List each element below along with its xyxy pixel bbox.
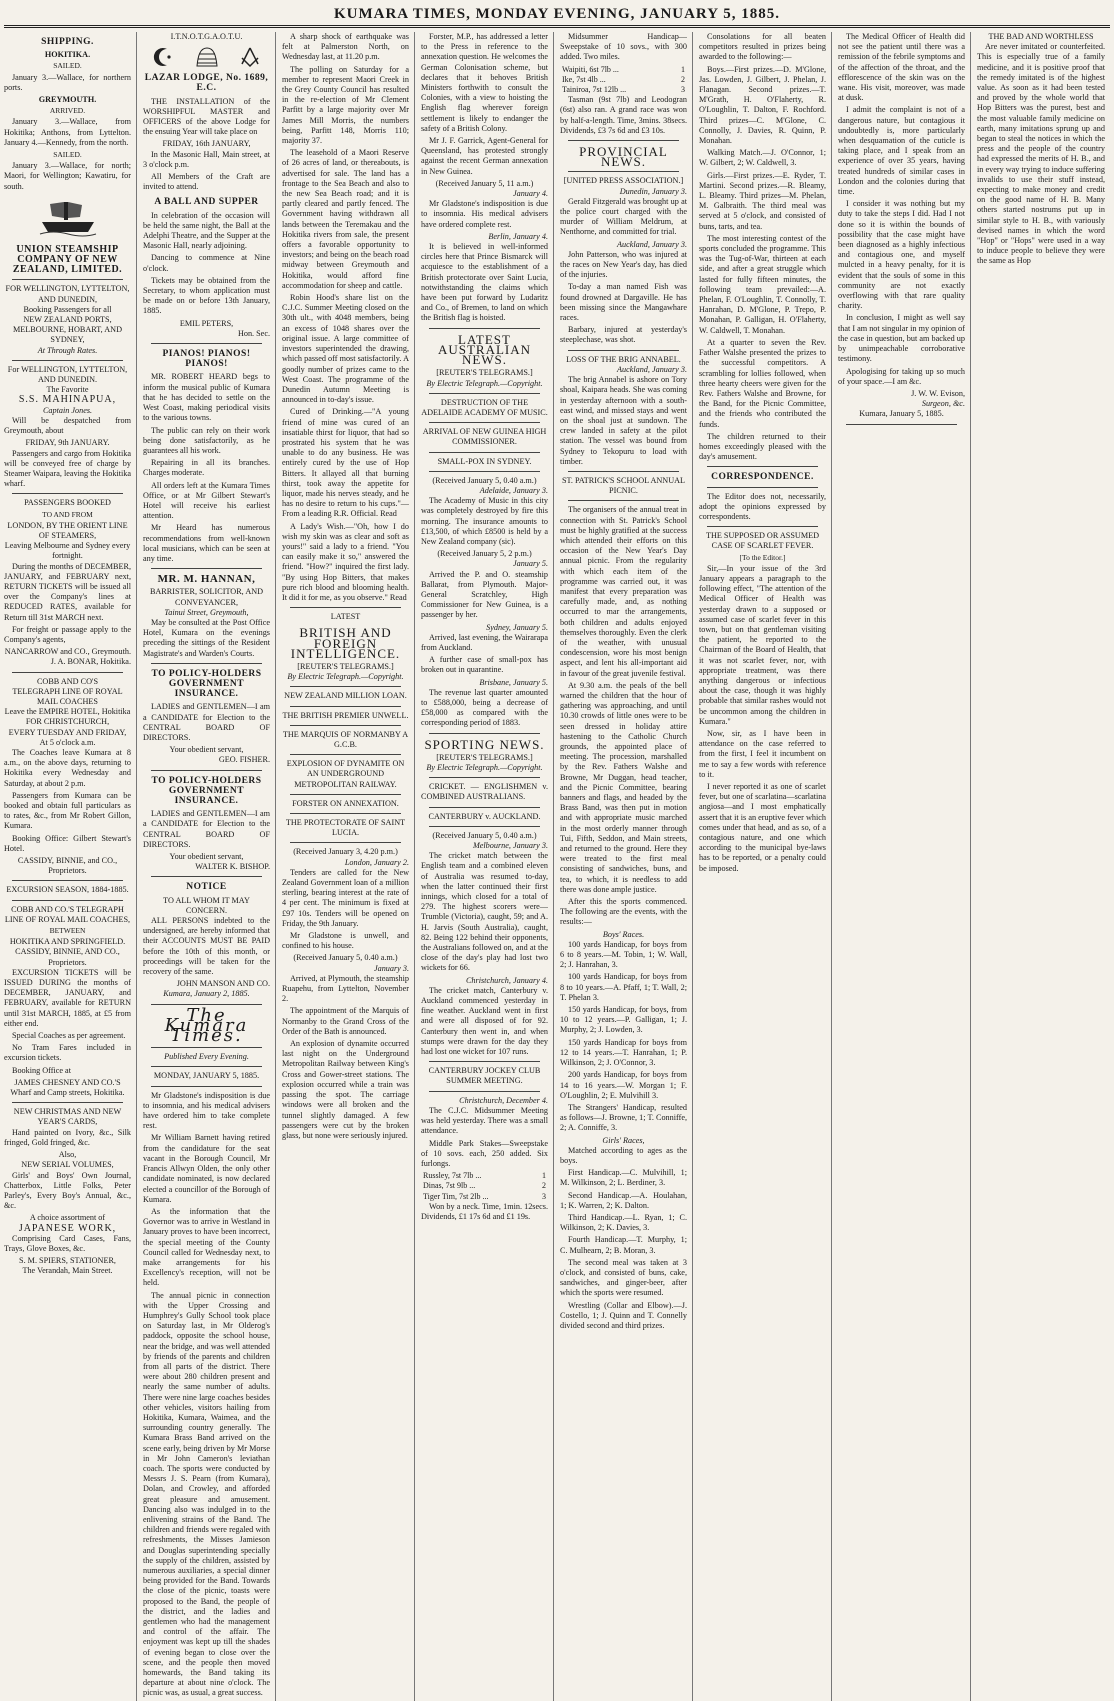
steamship-icon [38, 196, 98, 240]
ball-title: A BALL AND SUPPER [154, 197, 259, 208]
sport-b3: The C.J.C. Midsummer Meeting was held yesterday. There was a small attendance. [421, 1105, 548, 1136]
corr-p7: In conclusion, I might as well say that I am not singular in my opinion of the case in question, but am backed up by unimpeachable corroborative testimony. [838, 313, 965, 364]
masthead: KUMARA TIMES, MONDAY EVENING, JANUARY 5, 1885. [333, 6, 781, 22]
corr-role: Surgeon, &c. [921, 399, 965, 409]
usc-for-1: FOR WELLINGTON, LYTTELTON, AND DUNEDIN, [5, 284, 130, 304]
notice-to: TO ALL WHOM IT MAY CONCERN. [163, 895, 250, 915]
column-7 [838, 32, 971, 1701]
prov-dl3: Auckland, January 3. [616, 364, 687, 374]
shipping-hokitika-line: January 3.—Wallace, for northern ports. [4, 72, 131, 92]
bfi-reuters: [REUTER'S TELEGRAMS.] [297, 661, 394, 671]
pianos-p5: Mr Heard has numerous recommendations from well-known local musicians, which can be seen at any time. [143, 523, 270, 563]
picnic-girls: Girls' Races, [602, 1135, 645, 1145]
table-row [421, 1181, 548, 1191]
column-6 [699, 32, 832, 1701]
aus-dl2: January 5. [512, 559, 548, 569]
picnic-g4: Fourth Handicap.—T. Murphy, 1; C. Mulhearn, 2; B. Moran, 3. [560, 1235, 687, 1255]
table-row [421, 1192, 548, 1202]
aus-by: By Electric Telegraph.—Copyright. [426, 378, 543, 388]
beehive-icon [194, 46, 220, 68]
picnic-r2: 100 yards Handicap, for boys from 8 to 10 years.—A. Pfaff, 1; T. Wall, 2; T. Phelan 3. [560, 972, 687, 1002]
shipping-sailed-label-2: SAILED. [53, 150, 82, 160]
excursion-wharf: Wharf and Camp streets, Hokitika. [10, 1088, 125, 1098]
policy1-sign: GEO. FISHER. [218, 755, 270, 765]
hannan-addr: Tainui Street, Greymouth, [164, 607, 249, 617]
paper-p4: The annual picnic in connection with the Upper Crossing and Humphrey's Gully School took place on Saturday last, in Mr Olderog's paddock, opposite the school house, near the bridge, and was well attended by friends of the parents and children from all parts of the district. There were about 280 children present and nearly the same number of adults. There were nine large coaches besides other vehicles, visitors hailing from Hokitika, Kumara, Waimea, and the surrounding country generally. The Kumara Brass Band arrived on the scene early, being driven by Mr Morse in Mr John Cameron's leviathan coach. The sports were conducted by Messrs J. S. Pearn (from Kumara), Dolan, and Crowley, and afforded great pleasure and amusement. Dancing also was indulged in to the enlivening strains of the Band. The children and friends were regaled with refreshments, the Misses Jamieson and Douglas superintending specially the supply of the children, assisted by numerous auxiliaries, a special dinner being provided for the Band. Towards the close of the picnic, toasts were proposed to the Band, the people of the district, and the ladies and gentlemen who had the management and control of the affair. The enjoyment was kept up till the shades of evening began to close over the scene, and the people then moved homewards, the Band taking its departure at about nine o'clock. The picnic was, as usual, a great success. [143, 1290, 270, 1698]
bfi-h2: THE BRITISH PREMIER UNWELL. [282, 710, 409, 720]
hannan-title: MR. M. HANNAN, [157, 573, 256, 586]
table-row [421, 1171, 548, 1181]
usc-through: At Through Rates. [37, 345, 98, 355]
lodge-title: LAZAR LODGE, No. 1689, E.C. [144, 73, 269, 94]
sport-rec1: (Received January 5, 0.40 a.m.) [432, 830, 537, 840]
cobb-title: COBB AND CO'S [36, 676, 99, 686]
cobb-leave: Leave the EMPIRE HOTEL, Hokitika [4, 707, 131, 717]
sport-h2: CANTERBURY v. AUCKLAND. [428, 811, 541, 821]
cards-list: Girls' and Boys' Own Journal, Chatterbox, Little Folks, Peter Parley's, Every Boy's Annual, &c., &c. [4, 1170, 131, 1211]
cards-comprising: Comprising Card Cases, Fans, Trays, Glove Boxes, &c. [4, 1233, 131, 1253]
corr-date: Kumara, January 5, 1885. [859, 409, 944, 419]
picnic-r5: 200 yards Handicap, for boys from 14 to 16 years.—W. Morgan 1; F. O'Loughlin, 2; E. Mulvihill 3. [560, 1070, 687, 1100]
prov-b3: To-day a man named Fish was found drowned at Dargaville. He has been missing since the Mangawhare races. [560, 282, 687, 323]
aus-b5: The revenue last quarter amounted to £588,000, being a decrease of £58,000 as compared with the corresponding period of 1883. [421, 687, 548, 728]
prov-b1: Gerald Fitzgerald was brought up at the police court charged with the murder of William Meldrum, at Nenthorne, and committed for trial. [560, 196, 687, 237]
cards-title: NEW CHRISTMAS AND NEW YEAR'S CARDS, [13, 1107, 122, 1127]
picnic-g1: First Handicap.—C. Mulvihill, 1; M. Wilkinson, 2; L. Berdiner, 3. [560, 1168, 687, 1188]
prov-title: PROVINCIAL NEWS. [579, 144, 668, 170]
corr-p4: The Medical Officer of Health did not see the patient until there was a remission of the febrile symptoms and of the affection of the throat, and the efflorescence of the skin was on the wane. His visit, moreover, was made at dusk. [838, 32, 965, 103]
policy1-body: LADIES and GENTLEMEN—I am a CANDIDATE for Election to the CENTRAL BOARD OF DIRECTORS. [143, 702, 270, 742]
cobb-sign: CASSIDY, BINNIE, and CO., Proprietors. [17, 856, 118, 876]
cards-body: Hand painted on Ivory, &c., Silk fringed, Gold fringed, &c. [4, 1127, 131, 1147]
sport-dl2: Christchurch, January 4. [465, 975, 548, 985]
cobb-body: The Coaches leave Kumara at 8 a.m., on the above days, returning to Hokitika every Wednesday and Saturday, at about 2 p.m. [4, 747, 131, 788]
paper-p1: Mr Gladstone's indisposition is due to insomnia, and his medical advisers have ordered him to take complete rest. [143, 1090, 270, 1131]
column-2 [143, 32, 276, 1701]
policy2-sign: WALTER K. BISHOP. [195, 862, 270, 872]
excursion-cobb: COBB AND CO.'S TELEGRAPH LINE OF ROYAL MAIL COACHES, [4, 904, 131, 924]
paper-title: The Kumara Times. [164, 1004, 249, 1047]
bfi-rec2: (Received January 5, 0.40 a.m.) [293, 953, 398, 963]
column-4 [421, 32, 554, 1701]
usc-date: FRIDAY, 9th JANUARY. [25, 438, 110, 448]
usc-freight: For freight or passage apply to the Company's agents, [4, 624, 131, 644]
usc-despatch: Will be despatched from Greymouth, about [4, 415, 131, 436]
ball-body: In celebration of the occasion will be held the same night, the Ball at the Adelphi Theatre, and the Supper at the Masonic Hall, nearly adjoining. [143, 210, 270, 251]
aus-dl3: Sydney, January 5. [486, 622, 548, 632]
paper-p8: Robin Hood's share list on the C.J.C. Summer Meeting closed on the 30th ult., with 4048 members, being an excess of 1048 shares over the original issue. A large committee of investors superintended the drawing, which passed off most satisfactorily. A goodly number of prizes came to the West Coast. The programme of the Dunedin Autumn Meeting is announced in to-day's issue. [282, 293, 409, 405]
usc-agent-1: NANCARROW and CO., Greymouth. [4, 647, 131, 657]
bfi-b5: An explosion of dynamite occurred last night on the Underground Metropolitan Railway between King's Cross and Gower-street stations. The explosion occurred while a train was passing the spot. The carriage windows were all broken and the tunnel slightly damaged. A few passengers were cut by the broken glass, but none were seriously injured. [282, 1039, 409, 1140]
ball-dancing: Dancing to commence at Nine o'clock. [143, 253, 270, 273]
usc-agent-2: J. A. BONAR, Hokitika. [50, 657, 131, 667]
picnic-g2: Second Handicap.—A. Houlahan, 1; K. Warren, 2; K. Dalton. [560, 1190, 687, 1210]
corr-h2: THE BAD AND WORTHLESS [988, 32, 1094, 41]
usc-ship: S.S. MAHINAPUA, [18, 394, 117, 406]
excursion-between: BETWEEN [49, 926, 86, 936]
aus-h1: DESTRUCTION OF THE ADELAIDE ACADEMY OF MUSIC. [421, 397, 548, 417]
paper-p6: The polling on Saturday for a member to represent Maori Creek in the Grey County Council has resulted in the re-election of Mr Clement Parfitt by a large majority over Mr James Mill Morris, the numbers being, Parfitt 148, Morris 110; majority 37. [282, 64, 409, 146]
paper-pub: Published Every Evening. [164, 1052, 249, 1062]
policy1-title: TO POLICY-HOLDERS GOVERNMENT INSURANCE. [151, 668, 262, 700]
picnic-r3: 150 yards Handicap, for boys, from 10 to 12 years.—P. Galligan, 1; J. Murphy, 2; J. Lowden, 3. [560, 1005, 687, 1035]
policy2-body: LADIES and GENTLEMEN—I am a CANDIDATE for Election to the CENTRAL BOARD OF DIRECTORS. [143, 809, 270, 849]
corr-p5: I admit the complaint is not of a dangerous nature, but contagious it undoubtedly is, more particularly when desquamation of the cuticle is taking place, and I speak from an experience of over 35 years, having treated hundreds of similar cases in London and the colonies during that time. [838, 105, 965, 197]
prov-h1: LOSS OF THE BRIG ANNABEL. [566, 354, 681, 364]
picnic-g3: Third Handicap.—L. Ryan, 1; C. Wilkinson, 2; K. Davies, 3. [560, 1212, 687, 1233]
columns [4, 32, 1110, 1698]
shipping-greymouth-sailings: January 3.—Wallace, for north; Maori, for Wellington; Kawatiru, for south. [4, 161, 131, 191]
sport-h1: CRICKET. — ENGLISHMEN v. COMBINED AUSTRALIANS. [421, 782, 548, 802]
ball-tickets: Tickets may be obtained from the Secretary, to whom application must be made on or before 13th January, 1885. [143, 275, 270, 316]
pianos-p3: Repairing in all its branches. Charges moderate. [143, 458, 270, 478]
policy1-yours: Your obedient servant, [169, 745, 244, 755]
picnic-p8: Walking Match.—J. O'Connor, 1; W. Gilbert, 2; W. Caldwell, 3. [699, 148, 826, 168]
picnic-boys: Boys' Races. [602, 929, 645, 939]
horse-name: Waipiti, 6st 7lb ... [562, 64, 619, 74]
horse-name: Ike, 7st 4lb ... [562, 74, 606, 84]
aus-rec1: (Received January 5, 0.40 a.m.) [432, 475, 537, 485]
picnic-p5: Wrestling (Collar and Elbow).—J. Costello, 1; J. Quinn and T. Connelly divided second and third prizes. [560, 1300, 687, 1330]
corr-sign: J. W. W. Evison, [911, 388, 965, 398]
aus-title: LATEST AUSTRALIAN NEWS. [437, 331, 532, 368]
cards-addr: The Verandah, Main Street. [22, 1266, 113, 1276]
horse-name: Dinas, 7st 9lb ... [423, 1181, 476, 1191]
shipping-sailed-label: SAILED. [53, 61, 82, 71]
bfi-b2: Mr Gladstone is unwell, and confined to his house. [282, 931, 409, 951]
horse-place: 2 [681, 74, 685, 84]
bfi-b1: Tenders are called for the New Zealand Government loan of a million sterling, bearing interest at the rate of 4 per cent. The minimum is fixed at £97 10s. Tenders will be opened on Friday, the 9th January. [282, 867, 409, 928]
bfi-by: By Electric Telegraph.—Copyright. [287, 672, 404, 682]
sport-b1: The cricket match between the English team and a combined eleven of Australia was resumed to-day, when the latter continued their first innings, which closed for a total of 279. The highest scorers were—Trumble (Victoria), caught, 59; and A. H. Jarvis (South Australia), caught, 82. Being 122 behind their opponents, the Australians followed on, and at the close of the day's play had lost two wickets for 66. [421, 851, 548, 973]
aus-b2: Arrived the P. and O. steamship Ballarat, from Plymouth. Major-General Scratchley, High Commissioner for New Guinea, is a passenger by her. [421, 569, 548, 620]
column-1 [4, 32, 137, 1701]
picnic-p12: The children returned to their homes exceedingly pleased with the day's amusement. [699, 431, 826, 462]
picnic-p2: At 9.30 a.m. the peals of the bell warned the children that the hour of gathering was approaching, and until 10.30 crowds of little ones were to be seen dressed in holiday attire hastening to the Catholic Church grounds, the appointed place of meeting. The procession, marshalled by the Rev. Fathers Walshe and Browne, Mr Duggan, head teacher, and the Picnic Committee, bearing banners and flags, and headed by the Brass Band, was then put in motion and with appropriate music marched in the most orderly manner through Tui, Fifth, Seddon, and Main streets, and returned to the ground. Here they were treated to the first meal consisting of sandwiches, buns, and tea, to which, it is needless to add there was done ample justice. [560, 680, 687, 894]
cards-serial: NEW SERIAL VOLUMES, [21, 1160, 114, 1170]
corr-p1: Sir,—In your issue of the 3rd January appears a paragraph to the following effect, "The attention of the Medical Officer of Health was yesterday drawn to a supposed or assumed case of scarlet fever in this town, but on that gentleman visiting the patient, he reported to the Chairman of the Board of Health, that it was not scarlet fever, nor, with appropriate treatment, was there anything dangerous or infectious about the case, though it was highly probable that similar rashes would not be uncommon among the children in Kumara." [699, 563, 826, 726]
prov-b4: Barbary, injured at yesterday's steeplechase, was shot. [560, 325, 687, 345]
bfi-dl3: January 4. [512, 189, 548, 199]
newspaper-page [4, 4, 1110, 1698]
excursion-special: Special Coaches as per agreement. [12, 1031, 126, 1041]
usc-favorite: The Favorite [46, 385, 89, 395]
corr-p6: I consider it was nothing but my duty to take the steps I did. Had I not done so it is within the bounds of possibility that the case might have been diagnosed as a highly infectious and contagious one, and myself mulcted in a heavy penalty, for it is evident that the souls of some in this community are not exactly overflowing with that rare quality charity. [838, 199, 965, 311]
paper-p2: Mr William Barnett having retired from the candidature for the seat vacant in the Borough Council, Mr Francis Allwyn Olden, the only other candidate nominated, is now declared elected a councillor of the Borough of Kumara. [143, 1133, 270, 1204]
shipping-arrived-label: ARRIVED. [49, 106, 86, 116]
corr-note: The Editor does not, necessarily, adopt the opinions expressed by correspondents. [699, 491, 826, 521]
prov-dl2: Auckland, January 3. [616, 239, 687, 249]
column-8 [977, 32, 1110, 1701]
usc-ports: NEW ZEALAND PORTS, MELBOURNE, HOBART, AND SYDNEY, [13, 315, 122, 345]
excursion-props: CASSIDY, BINNIE, AND CO., Proprietors. [15, 947, 120, 967]
table-row [560, 75, 687, 85]
picnic-r6: The Strangers' Handicap, resulted as follows—J. Browne, 1; T. Conniffe, 2; A. Conniffe, 3. [560, 1102, 687, 1133]
bfi-b9: It is believed in well-informed circles here that Prince Bismarck will acquiesce to the establishment of a British protectorate over Saint Lucia, notwithstanding the claims which have been put forward by Ludaritz and Co., of Bremen, to land on which the British flag is hoisted. [421, 242, 548, 323]
corr-p3: I never reported it as one of scarlet fever, but one of scarlatina—scarlatina angiosa—and I most emphatically assert that it is an eruptive fever which comes under that head, and as so, of a contagious nature, and one which according to the municipal bye-laws has to be reported, or a penalty could be imposed. [699, 782, 826, 873]
bfi-h4: EXPLOSION OF DYNAMITE ON AN UNDERGROUND METROPOLITAN RAILWAY. [286, 759, 405, 789]
sport-mp: Middle Park Stakes—Sweepstake of 10 sovs. each, 250 added. Six furlongs. [421, 1138, 548, 1168]
notice-title: NOTICE [186, 882, 227, 893]
usc-title: UNION STEAMSHIP COMPANY OF NEW ZEALAND, LIMITED. [12, 243, 123, 276]
usc-cargo: Passengers and cargo from Hokitika will be conveyed free of charge by Steamer Waipara, leaving the Hokitika wharf. [4, 448, 131, 489]
paper-p3: As the information that the Governor was to arrive in Westland in January proves to have been incorrect, the special meeting of the County Council called for Wednesday next, to make arrangements for his Excellency's reception, will not be held. [143, 1206, 270, 1288]
bfi-h5: FORSTER ON ANNEXATION. [292, 798, 399, 808]
notice-sign: JOHN MANSON AND CO. [176, 979, 270, 989]
picnic-p11: At a quarter to seven the Rev. Father Walshe presented the prizes to the successful competitors. A scrambling for lollies followed, when three hearty cheers were given for the Rev. Fathers Walshe and Browne, for the Band, for the Picnic Committee, and the friends who contributed the funds. [699, 337, 826, 429]
hannan-body: May be consulted at the Post Office Hotel, Kumara on the evenings preceding the sittings of the Resident Magistrate's and Warden's Courts. [143, 617, 270, 658]
sport-by: By Electric Telegraph.—Copyright. [426, 763, 543, 772]
sport-h3: CANTERBURY JOCKEY CLUB SUMMER MEETING. [428, 1066, 541, 1086]
cobb-line: TELEGRAPH LINE OF ROYAL MAIL COACHES [12, 686, 123, 706]
picnic-r1: 100 yards Handicap, for boys from 6 to 8 years.—M. Tobin, 1; W. Wall, 2; J. Hanrahan, 3. [560, 939, 687, 970]
sport-title: SPORTING NEWS. [424, 736, 545, 752]
midsummer-results [560, 65, 687, 96]
excursion-route: HOKITIKA AND SPRINGFIELD. [9, 937, 126, 947]
notice-date: Kumara, January 2, 1885. [163, 989, 250, 999]
picnic-r4: 150 yards Handicap for boys from 12 to 14 years.—T. Hanrahan, 1; P. Wilkinson, 2; J. O'Connor, 3. [560, 1037, 687, 1068]
prov-upa: [UNITED PRESS ASSOCIATION.] [563, 176, 684, 186]
shipping-greymouth-arrivals: January 3.—Wallace, from Hokitika; Anthons, from Lyttelton. January 4.—Kennedy, from the north. [4, 117, 131, 147]
corr-p2: Now, sir, as I have been in attendance on the case referred to from the first, I feel it incumbent on me to say a few words with reference to it. [699, 729, 826, 779]
cobb-office: Booking Office: Gilbert Stewart's Hotel. [4, 833, 131, 853]
masonic-emblems [143, 46, 270, 68]
aus-h2: ARRIVAL OF NEW GUINEA HIGH COMMISSIONER. [422, 427, 547, 447]
usc-booked: PASSENGERS BOOKED [24, 498, 111, 508]
horse-place: 1 [542, 1171, 546, 1181]
horse-name: Russley, 7st 7lb ... [423, 1171, 482, 1181]
aus-h3: SMALL-POX IN SYDNEY. [437, 456, 532, 466]
sport-dl1: Melbourne, January 3. [472, 841, 548, 851]
usc-for-2: For WELLINGTON, LYTTELTON, AND DUNEDIN. [7, 364, 128, 385]
paper-p9: Cured of Drinking.—"A young friend of mine was cured of an insatiable thirst for liquor, that had so prostrated his system that he was unable to do any business. He was entirely cured by the use of Hop Bitters. It allayed all that burning thirst, took away the appetite for liquor, made his nerves steady, and he has no desire to return to his cups."—From a leading R.R. Official. Read [282, 407, 409, 519]
picnic-p3: After this the sports commenced. The following are the events, with the results:— [560, 897, 687, 927]
sport-b2: The cricket match, Canterbury v. Auckland commenced yesterday in fine weather. Auckland went in first and were all disposed of for 92. Canterbury then went in, and when stumps were drawn for the day they had lost one wicket for 107 runs. [421, 985, 548, 1057]
aus-dl4: Brisbane, January 5. [479, 677, 548, 687]
lodge-members: All Members of the Craft are invited to attend. [143, 172, 270, 192]
bfi-b8: Mr Gladstone's indisposition is due to insomnia. His medical advisers have ordered complete rest. [421, 199, 548, 229]
picnic-p7: Boys.—First prizes.—D. M'Glone, Jas. Lowden, J. Gilbert, J. Phelan, J. Flanagan. Second prizes.—T. M'Grath, H. O'Flaherty, R. O'Loughlin, T. Dalton, F. Rochford. Third prizes—C. M'Glone, C. Connolly, J. Davies, R. Quinn, P. Monahan. [699, 64, 826, 146]
picnic-p9: Girls.—First prizes.—E. Ryder, T. Martini. Second prizes.—R. Bleamy, L. Bleamy. Third prizes—M. Phelan, M. Galbraith. The third meal was served at 5 o'clock, and consisted of buns, tarts, and tea. [699, 170, 826, 231]
bfi-dl2: January 3. [373, 963, 409, 973]
usc-return: During the months of DECEMBER, JANUARY, and FEBRUARY next, RETURN TICKETS will be issued all over the Company's lines at REDUCED RATES, available for Return till 31st MARCH next. [4, 561, 131, 622]
bfi-b6: Forster, M.P., has addressed a letter to the Press in reference to the annexation question. He welcomes the German Colonisation scheme, but declares that it behoves British Ministers forthwith to consult the Colonies, with a view to hoisting the English flag wherever foreign settlement is likely to endanger the safety of a British Colony. [421, 32, 548, 133]
cards-also: Also, [58, 1150, 77, 1160]
sport-ms-result: Tasman (9st 7lb) and Leodogran (6st) also ran. A grand race was won by half-a-length. Time, 3mins. 38secs. Dividends, £3 7s 6d and £3 10s. [560, 95, 687, 135]
shipping-hokitika: HOKITIKA. [44, 50, 91, 60]
notice-body: ALL PERSONS indebted to the undersigned, are hereby informed that their ACCOUNTS MUST BE PAID before the 10th of this month, or proceedings will be taken for the recovery of the same. [143, 916, 270, 977]
aus-b4: A further case of small-pox has broken out in quarantine. [421, 655, 548, 675]
excursion-body: EXCURSION TICKETS will be ISSUED DURING the months of DECEMBER, JANUARY, and FEBRUARY, available for RETURN until 31st MARCH, 1885, at £5 from either end. [4, 967, 131, 1028]
corr-to: [To the Editor.] [739, 552, 786, 562]
bfi-b4: The appointment of the Marquis of Normanby to the Grand Cross of the Order of the Bath is announced. [282, 1006, 409, 1036]
pianos-p2: The public can rely on their work being done satisfactorily, as he guarantees all his work. [143, 425, 270, 455]
bfi-b7: Mr J. F. Garrick, Agent-General for Queensland, has protested strongly against the recent German annexation in New Guinea. [421, 136, 548, 176]
lodge-heading: I.T.N.O.T.G.A.O.T.U. [170, 32, 243, 41]
hannan-role: BARRISTER, SOLICITOR, AND CONVEYANCER, [149, 587, 264, 607]
corr-h1: THE SUPPOSED OR ASSUMED CASE OF SCARLET FEVER. [705, 531, 820, 551]
ball-role: Hon. Sec. [237, 328, 270, 338]
corr-title: CORRESPONDENCE. [711, 472, 814, 483]
paper-date: MONDAY, JANUARY 5, 1885. [153, 1071, 260, 1081]
paper-p5: A sharp shock of earthquake was felt at Palmerston North, on Wednesday last, at 11.20 p.m. [282, 32, 409, 62]
bfi-latest: LATEST [330, 612, 361, 622]
horse-name: Tainiroa, 7st 12lb ... [562, 85, 627, 95]
picnic-p1: The organisers of the annual treat in connection with St. Patrick's School must be highly gratified at the success which attended their efforts on this occasion of the New Year's Day annual picnic. From the regularity with which each item of the programme was carried out, it was manifest that every preparation was carefully made, and, as nothing occurred to mar the arrangements, both children and adults enjoyed themselves thoroughly. Even the clerk of the weather, with unusual condescension, wore his most benign aspect, and lent his all-important aid in favour of the great juvenile festival. [560, 505, 687, 678]
cobb-passengers: Passengers from Kumara can be booked and obtain full particulars as to rates, &c., from Mr Robert Gillon, Kumara. [4, 790, 131, 831]
horse-place: 3 [681, 85, 685, 95]
pianos-body: MR. ROBERT HEARD begs to inform the musical public of Kumara that he has decided to settle on the West Coast, making periodical visits to the various towns. [143, 372, 270, 423]
aus-b1: The Academy of Music in this city was completely destroyed by fire this morning. The insurance amounts to £13,500, of which £8500 is held by a New Zealand company (sic). [421, 496, 548, 546]
usc-captain: Captain Jones. [42, 405, 93, 415]
lodge-place: In the Masonic Hall, Main street, at 3 o'clock p.m. [143, 149, 270, 169]
horse-place: 1 [681, 64, 685, 74]
policy2-yours: Your obedient servant, [169, 852, 244, 862]
corr-p8: Apologising for taking up so much of your space.—I am &c. [838, 366, 965, 386]
bfi-b3: Arrived, at Plymouth, the steamship Ruapehu, from Lyttelton, November 2. [282, 973, 409, 1004]
bfi-h6: THE PROTECTORATE OF SAINT LUCIA. [285, 818, 406, 838]
picnic-g0: Matched according to ages as the boys. [560, 1145, 687, 1165]
bfi-dl1: London, January 2. [344, 857, 409, 867]
sport-dl3: Christchurch, December 4. [459, 1095, 548, 1105]
lodge-date: FRIDAY, 16th JANUARY, [162, 139, 251, 149]
horse-place: 2 [542, 1181, 546, 1191]
shipping-greymouth: GREYMOUTH. [38, 95, 97, 105]
bfi-h1: NEW ZEALAND MILLION LOAN. [284, 691, 407, 701]
shipping-title: SHIPPING. [41, 37, 94, 47]
table-row [560, 85, 687, 95]
bfi-rec1: (Received January 3, 4.20 p.m.) [293, 847, 398, 857]
bfi-rec3: (Received January 5, 11 a.m.) [435, 178, 534, 188]
prov-b5: The brig Annabel is ashore on Tory shoal, Kaipara heads. She was coming in yesterday afternoon with a south-east wind, and missed stays and went on the shoal just at sundown. The crew landed in safety at the pilot station. The vessel was bound from Sydney to Tekopuru to load with timber. [560, 375, 687, 466]
sport-reuters: [REUTER'S TELEGRAMS.] [436, 752, 533, 762]
picnic-p6: Consolations for all beaten competitors resulted in prizes being awarded to the following:— [699, 32, 826, 62]
lodge-body: THE INSTALLATION of the WORSHIPFUL MASTER and OFFICERS of the above Lodge for the ensuing Year will take place on [143, 96, 270, 137]
sport-mp-result: Won by a neck. Time, 1min. 12secs. Dividends, £1 17s 6d and £1 19s. [421, 1201, 548, 1221]
column-5 [560, 32, 693, 1701]
excursion-booking: Booking Office at [12, 1065, 71, 1075]
aus-dl1: Adelaide, January 3. [479, 485, 548, 495]
ball-sign: EMIL PETERS, [179, 318, 234, 328]
paper-p10: A Lady's Wish.—"Oh, how I do wish my skin was as clear and soft as yours!" said a lady to a friend. "You can easily make it so," answered the friend. "How?" inquired the first lady. "By using Hop Bitters, that makes pure rich blood and blooming health. It did it for me, as you observe." Read [282, 521, 409, 602]
cards-sign: S. M. SPIERS, STATIONER, [19, 1256, 116, 1266]
usc-leaving: Leaving Melbourne and Sydney every fortnight. [4, 541, 131, 561]
pianos-title: PIANOS! PIANOS! PIANOS! [162, 349, 251, 370]
crescent-star-icon [153, 46, 175, 68]
sport-ms: Midsummer Handicap—Sweepstake of 10 sovs., with 300 added. Two miles. [560, 32, 687, 62]
usc-booking: Booking Passengers for all [23, 304, 112, 314]
excursion-agent: JAMES CHESNEY AND CO.'S [14, 1077, 121, 1087]
pianos-p4: All orders left at the Kumara Times Office, or at Mr Gilbert Stewart's Hotel will receive his earliest attention. [143, 480, 270, 521]
usc-london: LONDON, BY THE ORIENT LINE OF STEAMERS, [7, 520, 128, 540]
horse-place: 3 [542, 1191, 546, 1201]
aus-rec2: (Received January 5, 2 p.m.) [437, 549, 532, 559]
table-row [560, 65, 687, 75]
corr-p9: Are never imitated or counterfeited. This is especially true of a family medicine, and it is positive proof that the remedy imitated is of the highest value. As soon as it had been tested and proved by the whole world that Hop Bitters was the purest, best and the most valuable family medicine on earth, many imitations sprung up and began to steal the notices in which the press and the people of the country had expressed the merits of H. B., and in every way trying to induce suffering invalids to use their stuff instead, expecting to make money and credit on the good name of H. B. Many others started nostrums put up in similar style to H. B., with variously devised names in which the word "Hop" or "Hops" were used in a way to induce people to believe they were the same as Hop [977, 42, 1105, 266]
horse-name: Tiger Tim, 7st 2lb ... [423, 1191, 489, 1201]
bfi-dl4: Berlin, January 4. [488, 231, 548, 241]
excursion-fares: No Tram Fares included in excursion tickets. [4, 1043, 131, 1063]
aus-b3: Arrived, last evening, the Wairarapa from Auckland. [421, 632, 548, 652]
cobb-for: FOR CHRISTCHURCH, [25, 717, 110, 727]
paper-p7: The leasehold of a Maori Reserve of 26 acres of land, or thereabouts, is advertised for sale. The land has a frontage to the Sea Beach and also to the new Sea Beach road; and it is partly cleared and partly fenced. The Government having withdrawn all lands between the Teremakau and the Hokitika rivers from sale, the present offers a favorable opportunity to investors; and being on the beach road midway between Greymouth and Hokitika, would afford fine accommodation for sheep and cattle. [282, 148, 409, 290]
policy2-title: TO POLICY-HOLDERS GOVERNMENT INSURANCE. [151, 775, 262, 806]
prov-b2: John Patterson, who was injured at the races on New Year's day, has died of the injuries. [560, 249, 687, 280]
usc-tofrom: TO AND FROM [42, 509, 93, 519]
picnic-title: ST. PATRICK'S SCHOOL ANNUAL PICNIC. [561, 475, 686, 496]
bfi-title: BRITISH AND FOREIGN INTELLIGENCE. [290, 625, 401, 661]
picnic-p10: The most interesting contest of the sports concluded the programme. This was the Tug-of-War, thirteen at each side, and after a great struggle which lasted for fully fifteen minutes, the following team prevailed:—A. Phelan, F. O'Loughlin, T. Connolly, T. Hanrahan, D. M'Glone, P. Trepo, P. Monahan, P. Galligan, H. O'Flaherty, W. Caldwell, T. Monahan. [699, 233, 826, 335]
prov-dl1: Dunedin, January 3. [619, 186, 687, 196]
aus-reuters: [REUTER'S TELEGRAMS.] [436, 368, 533, 378]
square-compass-icon [239, 46, 261, 68]
excursion-title: EXCURSION SEASON, 1884-1885. [6, 885, 129, 895]
column-3 [282, 32, 415, 1701]
cards-choice: A choice assortment of [29, 1213, 106, 1223]
cobb-time: At 5 o'clock a.m. [39, 737, 96, 747]
picnic-p4: The second meal was taken at 3 o'clock, and consisted of buns, cake, sandwiches, and ginger-beer, after which the sports were resumed. [560, 1257, 687, 1298]
cobb-days: EVERY TUESDAY AND FRIDAY, [8, 727, 127, 737]
bfi-h3: THE MARQUIS OF NORMANBY A G.C.B. [282, 729, 409, 749]
middle-park-results [421, 1171, 548, 1202]
masthead-rule [4, 25, 1110, 28]
cards-japanese: JAPANESE WORK, [18, 1222, 117, 1234]
